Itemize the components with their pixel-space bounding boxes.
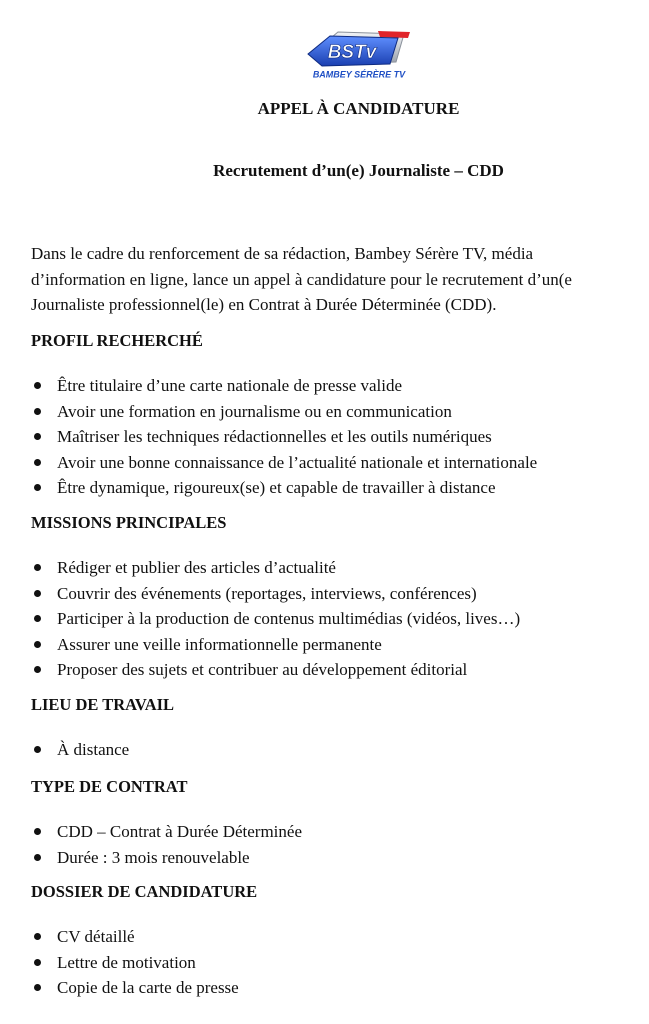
list-item xyxy=(31,475,641,501)
intro-line: Journaliste professionnel(le) en Contrat à Durée Déterminée (CDD). xyxy=(31,295,497,314)
list-item xyxy=(31,975,641,1001)
list-item-text: Durée : 3 mois renouvelable xyxy=(57,847,250,867)
section-profil xyxy=(31,331,641,501)
list-item-text: Avoir une bonne connaissance de l’actualité nationale et internationale xyxy=(57,452,538,472)
bullet-icon xyxy=(34,408,41,415)
page-subtitle: Recrutement d’un(e) Journaliste – CDD xyxy=(213,161,504,180)
intro-line: d’information en ligne, lance un appel à candidature pour le recrutement d’un(e xyxy=(31,269,572,289)
page-title: APPEL À CANDIDATURE xyxy=(257,99,460,118)
intro-paragraph xyxy=(31,241,649,318)
bullet-icon xyxy=(34,746,41,753)
list-item-text: Rédiger et publier des articles d’actualité xyxy=(57,558,336,577)
list-item xyxy=(31,632,641,658)
bullet-icon xyxy=(34,933,41,940)
bullet-list xyxy=(31,819,641,870)
list-item xyxy=(31,399,641,425)
list-item-text: Proposer des sujets et contribuer au développement éditorial xyxy=(57,660,468,679)
list-item xyxy=(31,950,641,976)
section-missions xyxy=(31,513,641,683)
bullet-icon xyxy=(34,564,41,571)
list-item xyxy=(31,845,641,871)
logo-subtitle: BAMBEY SÉRÈRE TV xyxy=(312,69,406,80)
list-item-text: CDD – Contrat à Durée Déterminée xyxy=(57,822,302,841)
section-heading: LIEU DE TRAVAIL xyxy=(31,695,175,714)
section-heading: TYPE DE CONTRAT xyxy=(31,777,188,796)
bullet-list xyxy=(31,555,641,683)
bstv-logo-graphic xyxy=(300,22,418,82)
list-item-text: À distance xyxy=(57,740,130,759)
list-item xyxy=(31,737,641,763)
section-dossier xyxy=(31,882,641,1001)
list-item xyxy=(31,581,641,607)
bullet-icon xyxy=(34,959,41,966)
bullet-icon xyxy=(34,615,41,622)
list-item-text: Assurer une veille informationnelle permanente xyxy=(57,634,382,654)
list-item xyxy=(31,450,641,476)
list-item xyxy=(31,819,641,845)
bullet-list xyxy=(31,924,641,1001)
list-item-text: Copie de la carte de presse xyxy=(57,978,239,997)
bullet-icon xyxy=(34,484,41,491)
bullet-icon xyxy=(34,641,41,648)
list-item xyxy=(31,555,641,581)
section-heading: PROFIL RECHERCHÉ xyxy=(31,331,203,350)
list-item-text: Couvrir des événements (reportages, interviews, conférences) xyxy=(57,583,477,603)
logo-text: BSTv xyxy=(327,42,377,63)
list-item-text: Participer à la production de contenus multimédias (vidéos, lives…) xyxy=(57,609,521,628)
bullet-icon xyxy=(34,590,41,597)
section-type-contrat xyxy=(31,777,641,870)
bullet-icon xyxy=(34,666,41,673)
list-item xyxy=(31,424,641,450)
bullet-icon xyxy=(34,382,41,389)
bullet-icon xyxy=(34,459,41,466)
list-item-text: Lettre de motivation xyxy=(57,952,196,972)
list-item xyxy=(31,606,641,632)
list-item-text: Être titulaire d’une carte nationale de presse valide xyxy=(57,376,403,395)
section-heading: DOSSIER DE CANDIDATURE xyxy=(31,882,258,901)
section-lieu xyxy=(31,695,641,763)
list-item-text: Être dynamique, rigoureux(se) et capable de travailler à distance xyxy=(57,478,496,497)
bullet-list xyxy=(31,373,641,501)
section-heading: MISSIONS PRINCIPALES xyxy=(31,513,227,532)
list-item xyxy=(31,657,641,683)
bullet-icon xyxy=(34,854,41,861)
list-item xyxy=(31,373,641,399)
list-item-text: Avoir une formation en journalisme ou en communication xyxy=(57,401,452,421)
bullet-icon xyxy=(34,433,41,440)
list-item-text: Maîtriser les techniques rédactionnelles et les outils numériques xyxy=(57,427,492,446)
bstv-logo xyxy=(300,22,418,82)
intro-line: Dans le cadre du renforcement de sa rédaction, Bambey Sérère TV, média xyxy=(31,244,534,263)
bullet-icon xyxy=(34,984,41,991)
list-item xyxy=(31,924,641,950)
bullet-list xyxy=(31,737,641,763)
bullet-icon xyxy=(34,828,41,835)
list-item-text: CV détaillé xyxy=(57,927,135,946)
